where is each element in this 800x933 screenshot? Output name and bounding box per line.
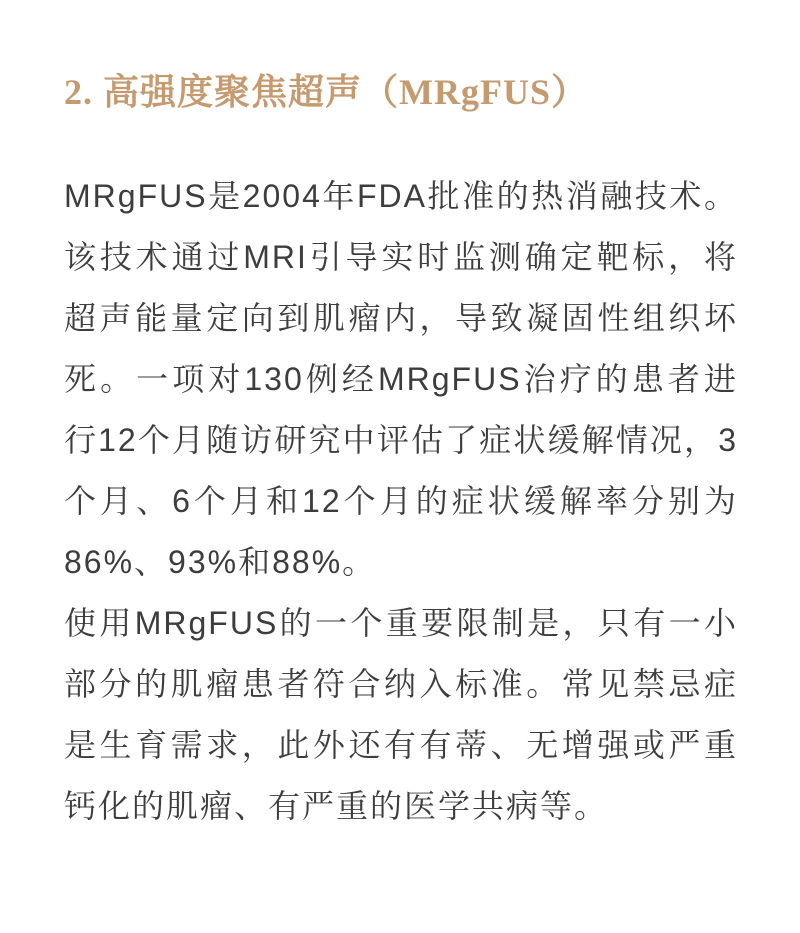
paragraph-mrgfus-limitations: 使用MRgFUS的一个重要限制是，只有一小部分的肌瘤患者符合纳入标准。常见禁忌症是生育需求，此外还有有蒂、无增强或严重钙化的肌瘤、有严重的医学共病等。 <box>64 605 738 824</box>
paragraph-mrgfus-overview: MRgFUS是2004年FDA批准的热消融技术。该技术通过MRI引导实时监测确定靶标，将超声能量定向到肌瘤内，导致凝固性组织坏死。一项对130例经MRgFUS治疗的患者进行12个月随访研究中评估了症状缓解情况，3个月、6个月和12个月的症状缓解率分别为86%、93%和88%。 <box>64 178 738 580</box>
section-heading: 2. 高强度聚焦超声（MRgFUS） <box>64 72 588 112</box>
article-body <box>64 166 738 837</box>
